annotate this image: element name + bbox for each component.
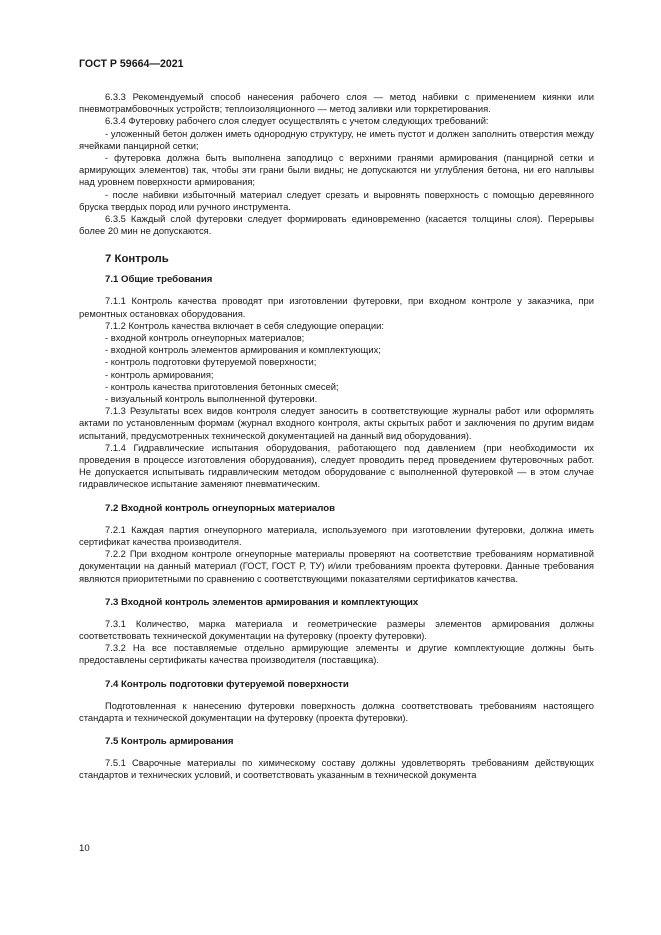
standard-code-header: ГОСТ Р 59664—2021: [79, 58, 184, 70]
list-item: - визуальный контроль выполненной футеровки.: [105, 393, 318, 405]
paragraph: 6.3.5 Каждый слой футеровки следует формировать единовременно (касается толщины слоя). Перерывы более 20 мин не допускаются.: [79, 213, 594, 237]
subsection-title: 7.2 Входной контроль огнеупорных материалов: [105, 502, 335, 514]
paragraph: 7.3.1 Количество, марка материала и геометрические размеры элементов армирования должны соответствовать технической документации на футеровку (проекту футеровки).: [79, 617, 594, 641]
paragraph: 7.3.2 На все поставляемые отдельно армирующие элементы и другие комплектующие должны быть предоставлены сертификаты качества производителя (поставщика).: [79, 642, 594, 666]
list-item: - контроль армирования;: [105, 368, 214, 380]
paragraph: 7.1.1 Контроль качества проводят при изготовлении футеровки, при входном контроле у заказчика, при ремонтных остановках оборудования.: [79, 295, 594, 319]
paragraph: 7.2.2 При входном контроле огнеупорные материалы проверяют на соответствие требованиям нормативной документации на данный материал (ГОСТ, ГОСТ Р, ТУ) и/или требованиям проекта футеровки. Данные требования являются приоритетными по сравнению с соответствующими показателями сертификатов качества.: [79, 548, 594, 584]
paragraph: Подготовленная к нанесению футеровки поверхность должна соответствовать требованиям настоящего стандарта и технической документации на футеровку (проекта футеровки).: [79, 699, 594, 723]
document-body: [79, 91, 594, 781]
list-item: - контроль подготовки футеруемой поверхности;: [105, 356, 317, 368]
list-item: - входной контроль огнеупорных материалов;: [105, 332, 305, 344]
page-number: 10: [79, 843, 90, 854]
paragraph: 6.3.3 Рекомендуемый способ нанесения рабочего слоя — метод набивки с применением киянки или пневмотрамбовочных устройств; теплоизоляционного — метод заливки или торкретирования.: [79, 91, 594, 115]
subsection-title: 7.1 Общие требования: [105, 274, 213, 286]
list-item: - после набивки избыточный материал следует срезать и выровнять поверхность с помощью деревянного бруска твердых пород или ручного инструмента.: [79, 188, 594, 212]
subsection-title: 7.4 Контроль подготовки футеруемой поверхности: [105, 678, 349, 690]
paragraph: 6.3.4 Футеровку рабочего слоя следует осуществлять с учетом следующих требований:: [105, 115, 489, 127]
subsection-title: 7.5 Контроль армирования: [105, 735, 234, 747]
list-item: - контроль качества приготовления бетонных смесей;: [105, 380, 339, 392]
paragraph: 7.5.1 Сварочные материалы по химическому составу должны удовлетворять требованиям действующих стандартов и технических условий, и соответствовать указанным в технической документа: [79, 756, 594, 781]
paragraph: 7.2.1 Каждая партия огнеупорного материала, используемого при изготовлении футеровки, должна иметь сертификат качества производителя.: [79, 523, 594, 547]
list-item: - входной контроль элементов армирования и комплектующих;: [105, 344, 381, 356]
paragraph: 7.1.2 Контроль качества включает в себя следующие операции:: [105, 319, 384, 331]
section-title: 7 Контроль: [105, 253, 169, 266]
subsection-title: 7.3 Входной контроль элементов армирования и комплектующих: [105, 596, 419, 608]
list-item: - уложенный бетон должен иметь однородную структуру, не иметь пустот и должен заполнить отверстия между ячейками панцирной сетки;: [79, 127, 594, 151]
paragraph: 7.1.3 Результаты всех видов контроля следует заносить в соответствующие журналы работ или оформлять актами по установленным формам (журнал входного контроля, акты скрытых работ и заключения по другим видам испытаний, предусмотренных технической документацией на данный вид оборудования).: [79, 405, 594, 441]
list-item: - футеровка должна быть выполнена заподлицо с верхними гранями армирования (панцирной сетки и армирующих элементов) так, чтобы эти грани были видны; не допускаются ни углубления бетона, ни его наплывы над уровнем поверхности армирования;: [79, 152, 594, 188]
paragraph: 7.1.4 Гидравлические испытания оборудования, работающего под давлением (при необходимости их проведения в процессе изготовления оборудования), следует проводить перед проведением футеровочных работ. Не допускается испытывать гидравлическим методом оборудование с выполненной футеровкой — в этом случае гидравлическое испытание заменяют пневматическим.: [79, 441, 594, 490]
